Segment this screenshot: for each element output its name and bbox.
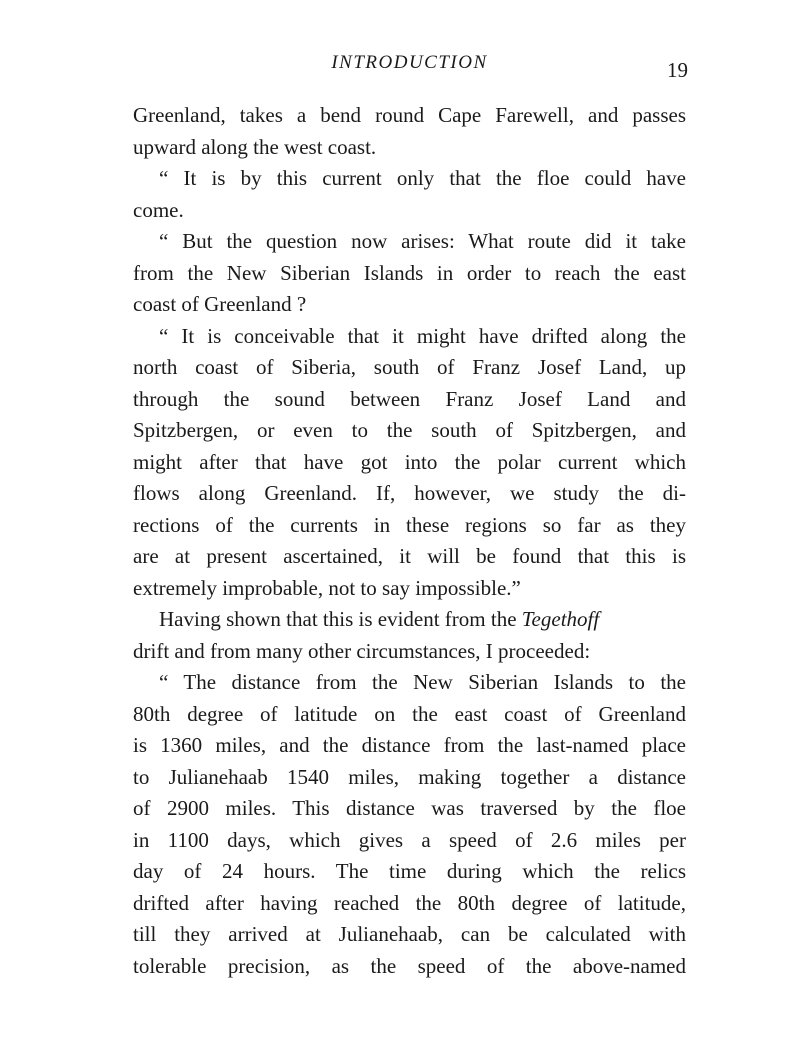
text-line: come. [133,197,184,222]
body-text [133,100,686,982]
text-line [133,604,686,636]
text-line: “ But the question now arises: What route did it take [159,229,686,253]
text-line: coast of Greenland ? [133,292,307,316]
text-line: are at present ascertained, it will be found that this is [133,544,686,568]
text-line: “ It is by this current only that the floe could have [159,166,686,190]
text-line: to Julianehaab 1540 miles, making together a distance [133,764,686,789]
text-line: flows along Greenland. If, however, we study the di- [133,481,686,505]
text-segment: Having shown that this is evident from the [159,607,517,631]
text-line: day of 24 hours. The time during which the relics [133,859,686,883]
text-line: Spitzbergen, or even to the south of Spitzbergen, and [133,418,686,442]
text-line: till they arrived at Julianehaab, can be calculated with [133,922,686,946]
text-line: north coast of Siberia, south of Franz Josef Land, up [133,355,686,379]
text-line: Greenland, takes a bend round Cape Farewell, and passes [133,103,686,127]
text-line: in 1100 days, which gives a speed of 2.6 miles per [133,827,686,852]
running-head [133,52,686,82]
text-line: is 1360 miles, and the distance from the last-named place [133,733,686,757]
text-line: “ It is conceivable that it might have drifted along the [159,323,686,348]
text-line: drift and from many other circumstances, I proceeded: [133,638,591,663]
text-line: rections of the currents in these regions so far as they [133,512,686,537]
text-line: drifted after having reached the 80th degree of latitude, [133,890,686,915]
text-line: through the sound between Franz Josef Land and [133,386,686,411]
text-line: of 2900 miles. This distance was traversed by the floe [133,796,686,820]
text-line: “ The distance from the New Siberian Islands to the [159,670,686,694]
text-line: might after that have got into the polar current which [133,449,686,474]
page-number: 19 [667,58,688,82]
text-line: extremely improbable, not to say impossible.” [133,575,521,600]
text-line: upward along the west coast. [133,134,377,159]
text-line: tolerable precision, as the speed of the above-named [133,953,686,978]
text-line: from the New Siberian Islands in order to reach the east [133,260,686,285]
text-line: 80th degree of latitude on the east coast of Greenland [133,701,686,726]
running-title: INTRODUCTION [331,52,488,73]
ship-name: Tegethoff [521,607,600,631]
